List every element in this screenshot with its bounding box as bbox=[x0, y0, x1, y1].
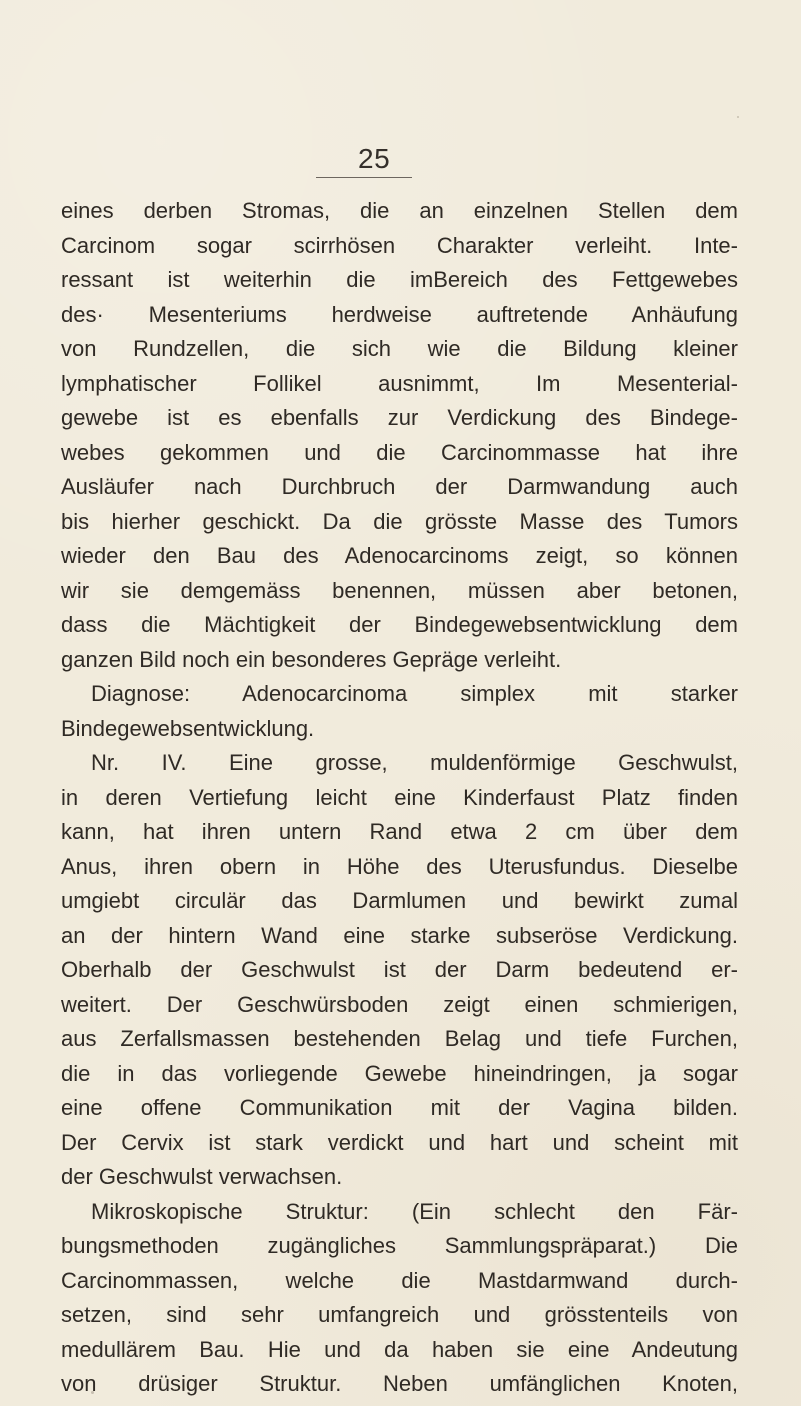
text-line: Der Cervix ist stark verdickt und hart und scheint mit bbox=[61, 1129, 738, 1155]
text-line: dass die Mächtigkeit der Bindegewebsentwicklung dem bbox=[61, 612, 738, 637]
text-line: gewebe ist es ebenfalls zur Verdickung des Bindege- bbox=[61, 405, 738, 430]
text-line: Bindegewebsentwicklung. bbox=[61, 715, 315, 741]
text-line: von Rundzellen, die sich wie die Bildung kleiner bbox=[61, 336, 738, 361]
body-text bbox=[61, 194, 738, 1402]
text-line: setzen, sind sehr umfangreich und grösstenteils von bbox=[61, 1302, 738, 1327]
text-line: kann, hat ihren untern Rand etwa 2 cm über dem bbox=[61, 819, 738, 844]
page-number-rule bbox=[316, 177, 412, 178]
text-line: bungsmethoden zugängliches Sammlungspräparat.) Die bbox=[61, 1233, 738, 1258]
text-line: Diagnose: Adenocarcinoma simplex mit starker bbox=[91, 681, 738, 706]
text-line: Ausläufer nach Durchbruch der Darmwandung auch bbox=[61, 474, 738, 499]
text-line: in deren Vertiefung leicht eine Kinderfaust Platz finden bbox=[61, 784, 738, 810]
text-line: Mikroskopische Struktur: (Ein schlecht den Fär- bbox=[91, 1198, 738, 1224]
text-line: Carcinommassen, welche die Mastdarmwand durch- bbox=[61, 1267, 738, 1293]
page-number: 25 bbox=[358, 143, 391, 174]
text-line: umgiebt circulär das Darmlumen und bewirkt zumal bbox=[61, 888, 738, 913]
paper-speck bbox=[91, 1391, 94, 1394]
text-line: ressant ist weiterhin die imBereich des Fettgewebes bbox=[61, 267, 738, 292]
text-line: Anus, ihren obern in Höhe des Uterusfundus. Dieselbe bbox=[61, 853, 738, 879]
text-line: der Geschwulst verwachsen. bbox=[61, 1164, 343, 1189]
text-line: weitert. Der Geschwürsboden zeigt einen schmierigen, bbox=[61, 991, 738, 1017]
paper-speck bbox=[737, 116, 739, 118]
text-line: an der hintern Wand eine starke subseröse Verdickung. bbox=[61, 922, 738, 948]
text-line: wieder den Bau des Adenocarcinoms zeigt, so können bbox=[61, 543, 738, 568]
text-line: webes gekommen und die Carcinommasse hat ihre bbox=[61, 439, 738, 465]
text-line: aus Zerfallsmassen bestehenden Belag und tiefe Furchen, bbox=[61, 1026, 738, 1051]
text-line: Carcinom sogar scirrhösen Charakter verleiht. Inte- bbox=[61, 232, 738, 258]
text-line: ganzen Bild noch ein besonderes Gepräge verleiht. bbox=[61, 646, 562, 672]
text-line: die in das vorliegende Gewebe hineindringen, ja sogar bbox=[61, 1060, 738, 1086]
text-line: Oberhalb der Geschwulst ist der Darm bedeutend er- bbox=[61, 957, 738, 982]
text-line: bis hierher geschickt. Da die grösste Masse des Tumors bbox=[61, 508, 738, 534]
text-line: wir sie demgemäss benennen, müssen aber betonen, bbox=[61, 577, 738, 603]
text-line: Nr. IV. Eine grosse, muldenförmige Geschwulst, bbox=[91, 750, 738, 775]
text-line: des· Mesenteriums herdweise auftretende Anhäufung bbox=[61, 301, 738, 327]
text-line: medullärem Bau. Hie und da haben sie eine Andeutung bbox=[61, 1336, 738, 1362]
text-line: von drüsiger Struktur. Neben umfänglichen Knoten, bbox=[61, 1371, 738, 1396]
text-line: lymphatischer Follikel ausnimmt, Im Mesenterial- bbox=[61, 370, 738, 396]
text-line: eines derben Stromas, die an einzelnen Stellen dem bbox=[61, 198, 738, 223]
text-line: eine offene Communikation mit der Vagina bilden. bbox=[61, 1095, 738, 1120]
